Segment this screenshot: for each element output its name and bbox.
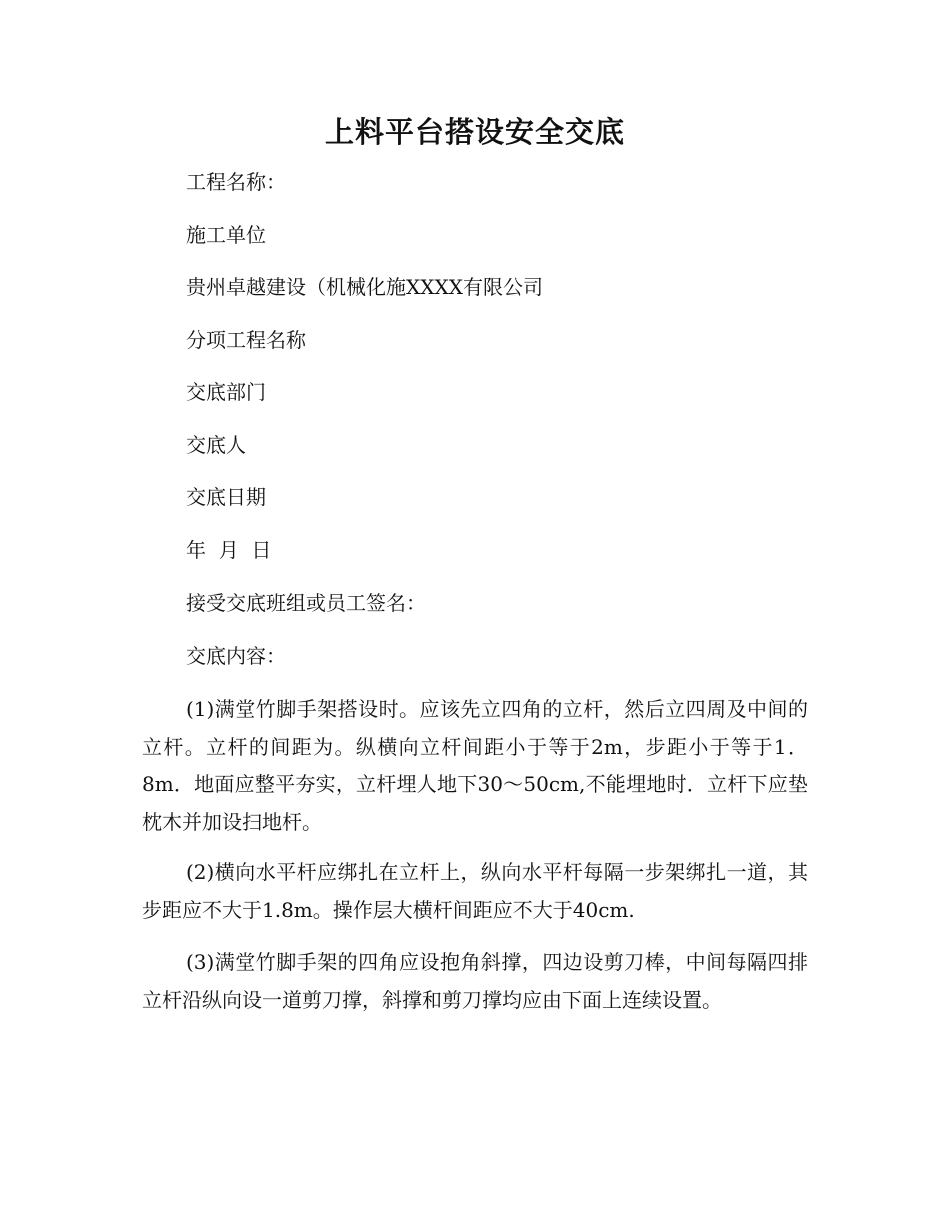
field-project-name: 工程名称：: [186, 170, 286, 194]
field-construction-unit: 施工单位: [186, 223, 266, 247]
document-title: 上料平台搭设安全交底: [324, 115, 625, 149]
field-briefing-person: 交底人: [186, 433, 246, 457]
content-paragraph-1: (1)满堂竹脚手架搭设时。应该先立四角的立杆，然后立四周及中间的立杆。立杆的间距为。纵横向立杆间距小于等于2m，步距小于等于1．8m．地面应整平夯实，立杆埋人地下30～50cm,不能埋地时．立杆下应垫枕木并加设扫地杆。: [142, 697, 808, 834]
field-company-name: 贵州卓越建设（机械化施XXXX有限公司: [186, 275, 543, 299]
field-briefing-date: 交底日期: [186, 485, 266, 509]
content-paragraph-3: (3)满堂竹脚手架的四角应设抱角斜撑，四边设剪刀棒，中间每隔四排立杆沿纵向设一道剪刀撑，斜撑和剪刀撑均应由下面上连续设置。: [142, 950, 808, 1012]
field-briefing-department: 交底部门: [186, 380, 266, 404]
field-subproject-name: 分项工程名称: [186, 328, 306, 352]
field-briefing-content: 交底内容：: [186, 644, 286, 668]
content-paragraph-2: (2)横向水平杆应绑扎在立杆上，纵向水平杆每隔一步架绑扎一道，其步距应不大于1.8m。操作层大横杆间距应不大于40cm.: [142, 860, 808, 922]
field-recipient-signature: 接受交底班组或员工签名：: [186, 591, 426, 615]
field-date-placeholder: 年 月 日: [186, 538, 272, 562]
